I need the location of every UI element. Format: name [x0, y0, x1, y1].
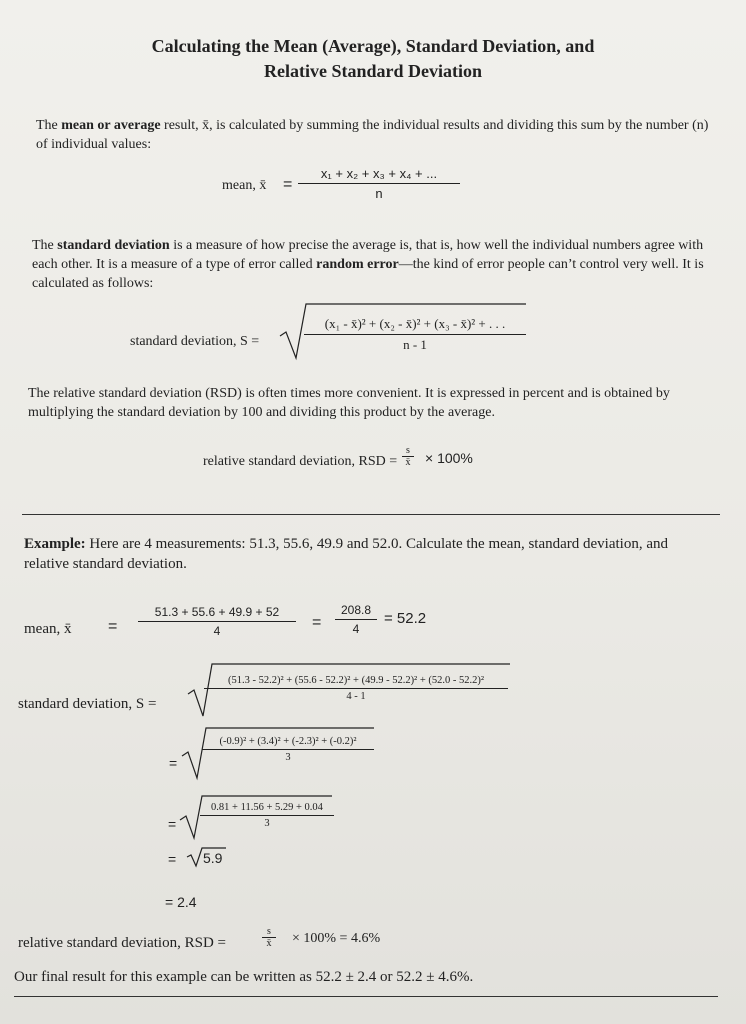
example-sum-numerator: 208.8 [335, 603, 377, 620]
sd-formula-denominator: n - 1 [403, 337, 427, 352]
example-sd-denominator-1: 4 - 1 [346, 691, 366, 702]
title-line-2: Relative Standard Deviation [264, 61, 482, 81]
mean-formula-numerator: x₁ + x₂ + x₃ + x₄ + ... [298, 166, 460, 184]
example-label: Example: [24, 536, 86, 552]
rsd-formula-numerator: s [402, 445, 414, 457]
section-divider [22, 514, 720, 515]
example-mean-numerator: 51.3 + 55.6 + 49.9 + 52 [138, 605, 296, 622]
mean-formula-label: mean, x̄ [222, 178, 267, 193]
example-rsd-fraction [262, 926, 276, 949]
example-sd-numerator-1: (51.3 - 52.2)² + (55.6 - 52.2)² + (49.9 - 52.2)² + (52.0 - 52.2)² [204, 675, 508, 689]
sd-term: standard deviation [57, 238, 170, 253]
example-sd-eq-a: = [169, 755, 178, 771]
sd-paragraph: The standard deviation is a measure of how precise the average is, that is, how well the individual numbers agree with each other. It is a measure of a type of error called random error—the kind of error people can’t control very well. It is calculated as follows: [32, 238, 704, 291]
example-sd-eq-c: = [168, 851, 177, 867]
example-sd-fraction-3 [200, 802, 334, 829]
example-sd-fraction-2 [202, 736, 374, 763]
rsd-formula-fraction [402, 445, 414, 468]
example-sd-label: standard deviation, S = [18, 696, 157, 712]
example-mean-eq2: = [312, 614, 322, 631]
example-mean-fraction [138, 605, 296, 638]
example-sum-fraction [335, 603, 377, 636]
mean-formula-denominator: n [375, 186, 383, 201]
rsd-formula-denominator: x̄ [405, 457, 411, 468]
sd-formula-numerator: (x₁ - x̄)² + (x₂ - x̄)² + (x₃ - x̄)² + . . . [304, 316, 526, 335]
example-sd-fraction-1 [204, 675, 508, 702]
example-sd-denominator-2: 3 [285, 752, 291, 763]
example-sd-denominator-3: 3 [264, 818, 270, 829]
bottom-rule [14, 996, 718, 997]
mean-formula-eq: = [283, 176, 293, 193]
example-rsd-label: relative standard deviation, RSD = [18, 935, 226, 951]
rsd-paragraph: The relative standard deviation (RSD) is often times more convenient. It is expressed in percent and is obtained by multiplying the standard deviation by 100 and dividing this product by the average. [28, 386, 670, 420]
example-sqrt-value: 5.9 [203, 850, 223, 866]
example-rsd-result: × 100% = 4.6% [292, 931, 381, 946]
mean-term: mean or average [61, 118, 161, 133]
example-mean-label: mean, x̄ [24, 621, 72, 637]
example-sd-eq-b: = [168, 816, 177, 832]
sd-formula-fraction [304, 316, 526, 353]
example-sd-result: = 2.4 [165, 894, 197, 910]
example-paragraph: Example: Here are 4 measurements: 51.3, 55.6, 49.9 and 52.0. Calculate the mean, standard deviation, and relative standard deviation. [24, 536, 668, 572]
mean-formula-fraction [298, 166, 460, 201]
example-sd-numerator-3: 0.81 + 11.56 + 5.29 + 0.04 [200, 802, 334, 816]
example-sum-denominator: 4 [352, 622, 360, 636]
example-mean-result: = 52.2 [384, 610, 427, 627]
mean-paragraph: The mean or average result, x̄, is calculated by summing the individual results and dividing this sum by the number (n) of individual values: [36, 118, 709, 152]
rsd-formula-label: relative standard deviation, RSD = [203, 454, 398, 469]
example-mean-eq: = [108, 618, 118, 635]
example-rsd-denominator: x̄ [266, 938, 272, 949]
sd-formula-label: standard deviation, S = [130, 334, 260, 349]
example-rsd-numerator: s [262, 926, 276, 938]
example-sd-numerator-2: (-0.9)² + (3.4)² + (-2.3)² + (-0.2)² [202, 736, 374, 750]
rsd-formula-times: × 100% [425, 450, 473, 466]
example-mean-denominator: 4 [213, 624, 221, 638]
random-error-term: random error [316, 257, 399, 272]
final-result: Our final result for this example can be written as 52.2 ± 2.4 or 52.2 ± 4.6%. [14, 969, 474, 985]
title-line-1: Calculating the Mean (Average), Standard Deviation, and [151, 36, 595, 56]
